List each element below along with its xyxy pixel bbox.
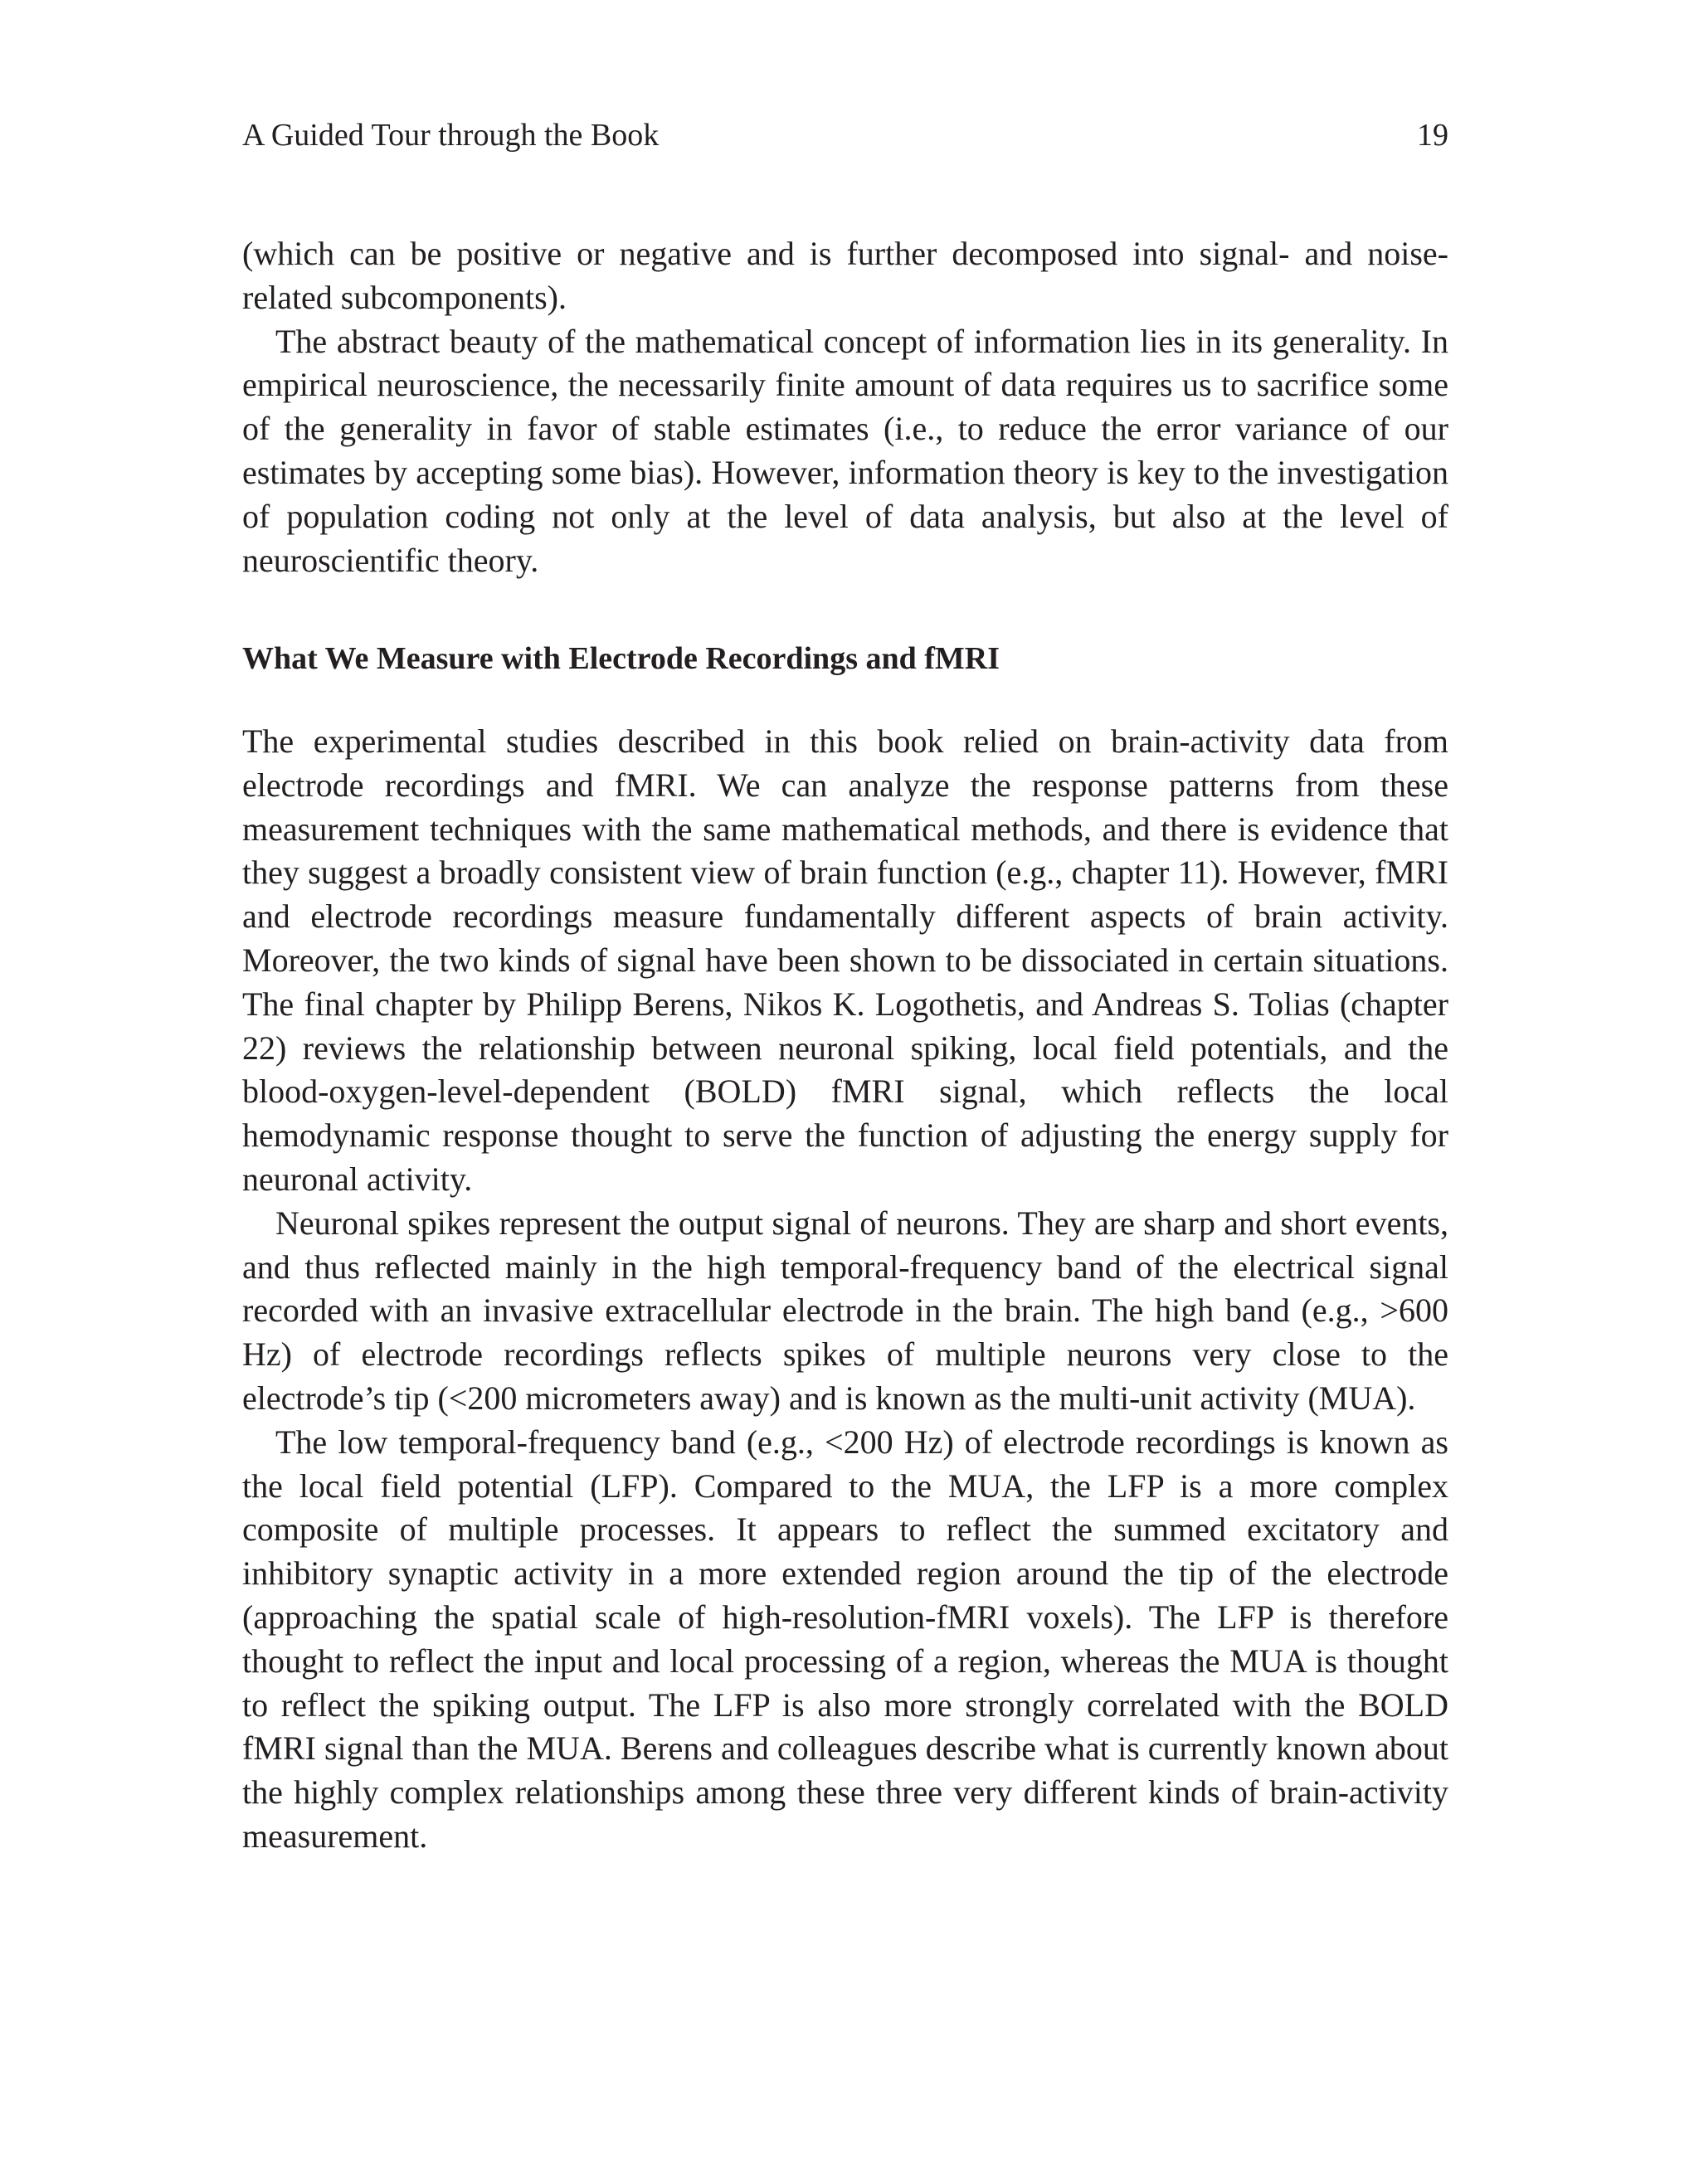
section-text-block — [242, 720, 1448, 1859]
page-number: 19 — [1417, 118, 1448, 153]
section-paragraph-2: Neuronal spikes represent the output signal of neurons. They are sharp and short events, and thus reflected mainly in the high temporal-frequency band of the electrical signal recorded with an invasive extracellular electrode in the brain. The high band (e.g., >600 Hz) of electrode recordings reflects spikes of multiple neurons very close to the electrode’s tip (<200 micrometers away) and is known as the multi-unit activity (MUA). — [242, 1204, 1448, 1417]
section-paragraph-1: The experimental studies described in this book relied on brain-activity data from electrode recordings and fMRI. We can analyze the response patterns from these measurement techniques with the same mathematical methods, and there is evidence that they suggest a broadly consistent view of brain function (e.g., chapter 11). However, fMRI and electrode recordings measure fundamentally different aspects of brain activity. Moreover, the two kinds of signal have been shown to be dissociated in certain situations. The final chapter by Philipp Berens, Nikos K. Logothetis, and Andreas S. Tolias (chapter 22) reviews the relationship between neuronal spiking, local field potentials, and the blood-oxygen-level-dependent (BOLD) fMRI signal, which reflects the local hemodynamic response thought to serve the function of adjusting the energy supply for neuronal activity. — [242, 722, 1448, 1198]
section-heading: What We Measure with Electrode Recordings and fMRI — [242, 641, 1000, 676]
running-head-title: A Guided Tour through the Book — [242, 118, 660, 153]
section-paragraph-3: The low temporal-frequency band (e.g., <200 Hz) of electrode recordings is known as the local field potential (LFP). Compared to the MUA, the LFP is a more complex composite of multiple processes. It appears to reflect the summed excitatory and inhibitory synaptic activity in a more extended region around the tip of the electrode (approaching the spatial scale of high-resolution-fMRI voxels). The LFP is therefore thought to reflect the input and local processing of a region, whereas the MUA is thought to reflect the spiking output. The LFP is also more strongly correlated with the BOLD fMRI signal than the MUA. Berens and colleagues describe what is currently known about the highly complex relationships among these three very different kinds of brain-activity measurement. — [242, 1423, 1448, 1855]
continued-paragraph: (which can be positive or negative and is further decomposed into signal- and noise-related subcomponents). — [242, 235, 1448, 316]
intro-text-block — [242, 232, 1448, 582]
running-head — [242, 114, 1448, 156]
information-theory-paragraph: The abstract beauty of the mathematical concept of information lies in its generality. In empirical neuroscience, the necessarily finite amount of data requires us to sacrifice some of the generality in favor of stable estimates (i.e., to reduce the error variance of our estimates by accepting some bias). However, information theory is key to the investigation of population coding not only at the level of data analysis, but also at the level of neuroscientific theory. — [242, 322, 1448, 579]
